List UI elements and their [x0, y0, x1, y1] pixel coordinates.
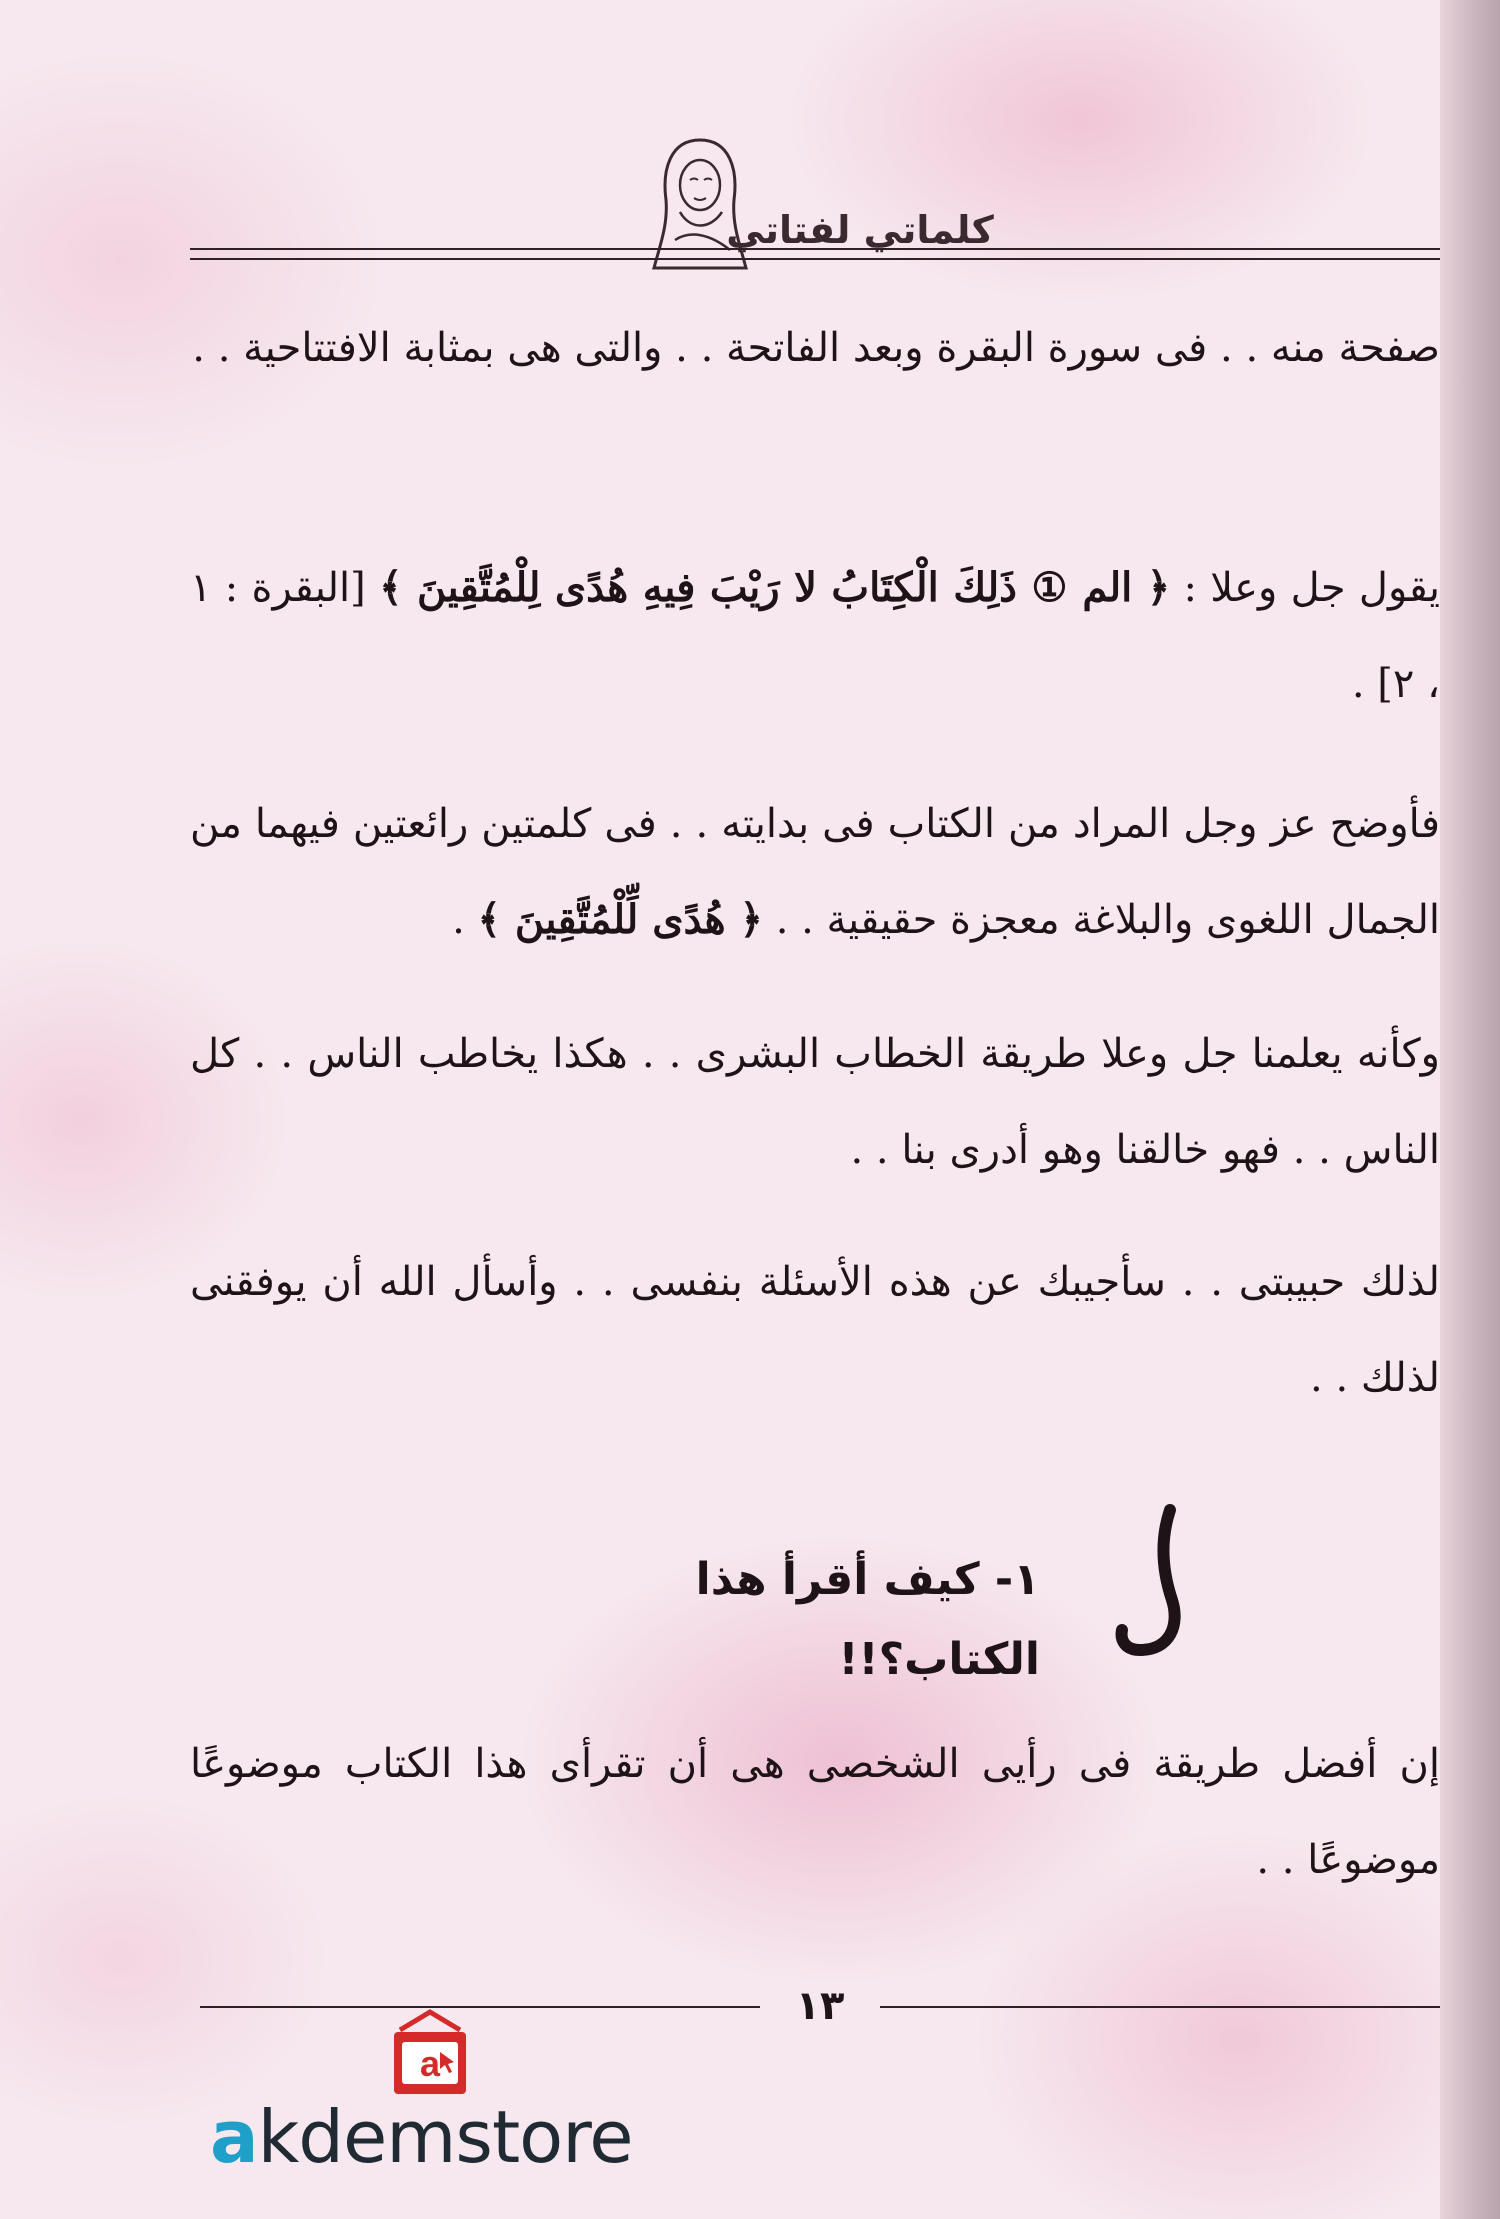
page-spine-shadow	[1440, 0, 1500, 2219]
store-icon-letter: a	[420, 2043, 441, 2084]
paragraph-3-text-before: فأوضح عز وجل المراد من الكتاب فى بدايته . . فى كلمتين رائعتين فيهما من الجمال اللغوى والبلاغة معجزة حقيقية . .	[190, 801, 1440, 943]
paragraph-2-text-before: يقول جل وعلا :	[1170, 565, 1440, 611]
section-paragraph	[190, 1716, 1440, 1908]
store-name-prefix: a	[210, 2095, 258, 2179]
paragraph-4-text: وكأنه يعلمنا جل وعلا طريقة الخطاب البشرى . . هكذا يخاطب الناس . . كل الناس . . فهو خالقنا وهو أدرى بنا . .	[190, 1031, 1440, 1173]
paragraph-1-text: صفحة منه . . فى سورة البقرة وبعد الفاتحة . . والتى هى بمثابة الافتتاحية . .	[192, 325, 1440, 371]
paragraph-2	[190, 540, 1440, 732]
paragraph-3-text-after: .	[452, 897, 478, 943]
book-title: كلماتي لفتاتي	[726, 208, 994, 252]
store-watermark-text	[210, 2092, 650, 2182]
paragraph-1	[190, 300, 1440, 396]
quran-verse: ﴿ الم ① ذَلِكَ الْكِتَابُ لا رَيْبَ فِيهِ هُدًى لِلْمُتَّقِينَ ﴾	[379, 564, 1171, 611]
section-paragraph-text: إن أفضل طريقة فى رأيى الشخصى هى أن تقرأى هذا الكتاب موضوعًا موضوعًا . .	[190, 1741, 1440, 1883]
quran-verse: ﴿ هُدًى لِّلْمُتَّقِينَ ﴾	[477, 896, 763, 943]
paragraph-5-text: لذلك حبيبتى . . سأجيبك عن هذه الأسئلة بنفسى . . وأسأل الله أن يوفقنى لذلك . .	[190, 1259, 1440, 1401]
paragraph-3	[190, 776, 1440, 968]
store-name-rest: kdemstore	[257, 2095, 633, 2179]
store-book-logo-icon	[380, 2002, 480, 2102]
paragraph-4	[190, 1006, 1440, 1198]
calligraphic-mark-icon	[1100, 1500, 1210, 1670]
section-heading: ١- كيف أقرأ هذا الكتاب؟!!	[695, 1554, 1040, 1685]
footer-rule-right	[880, 2006, 1440, 2008]
page-number: ١٣	[795, 1983, 845, 2029]
header-rule-bottom	[190, 258, 1440, 260]
paragraph-2-text-after: [البقرة : ١ ، ٢] .	[190, 565, 1440, 707]
header-rule-top	[190, 248, 1440, 250]
paragraph-5	[190, 1234, 1440, 1426]
footer-rule-left	[200, 2006, 760, 2008]
